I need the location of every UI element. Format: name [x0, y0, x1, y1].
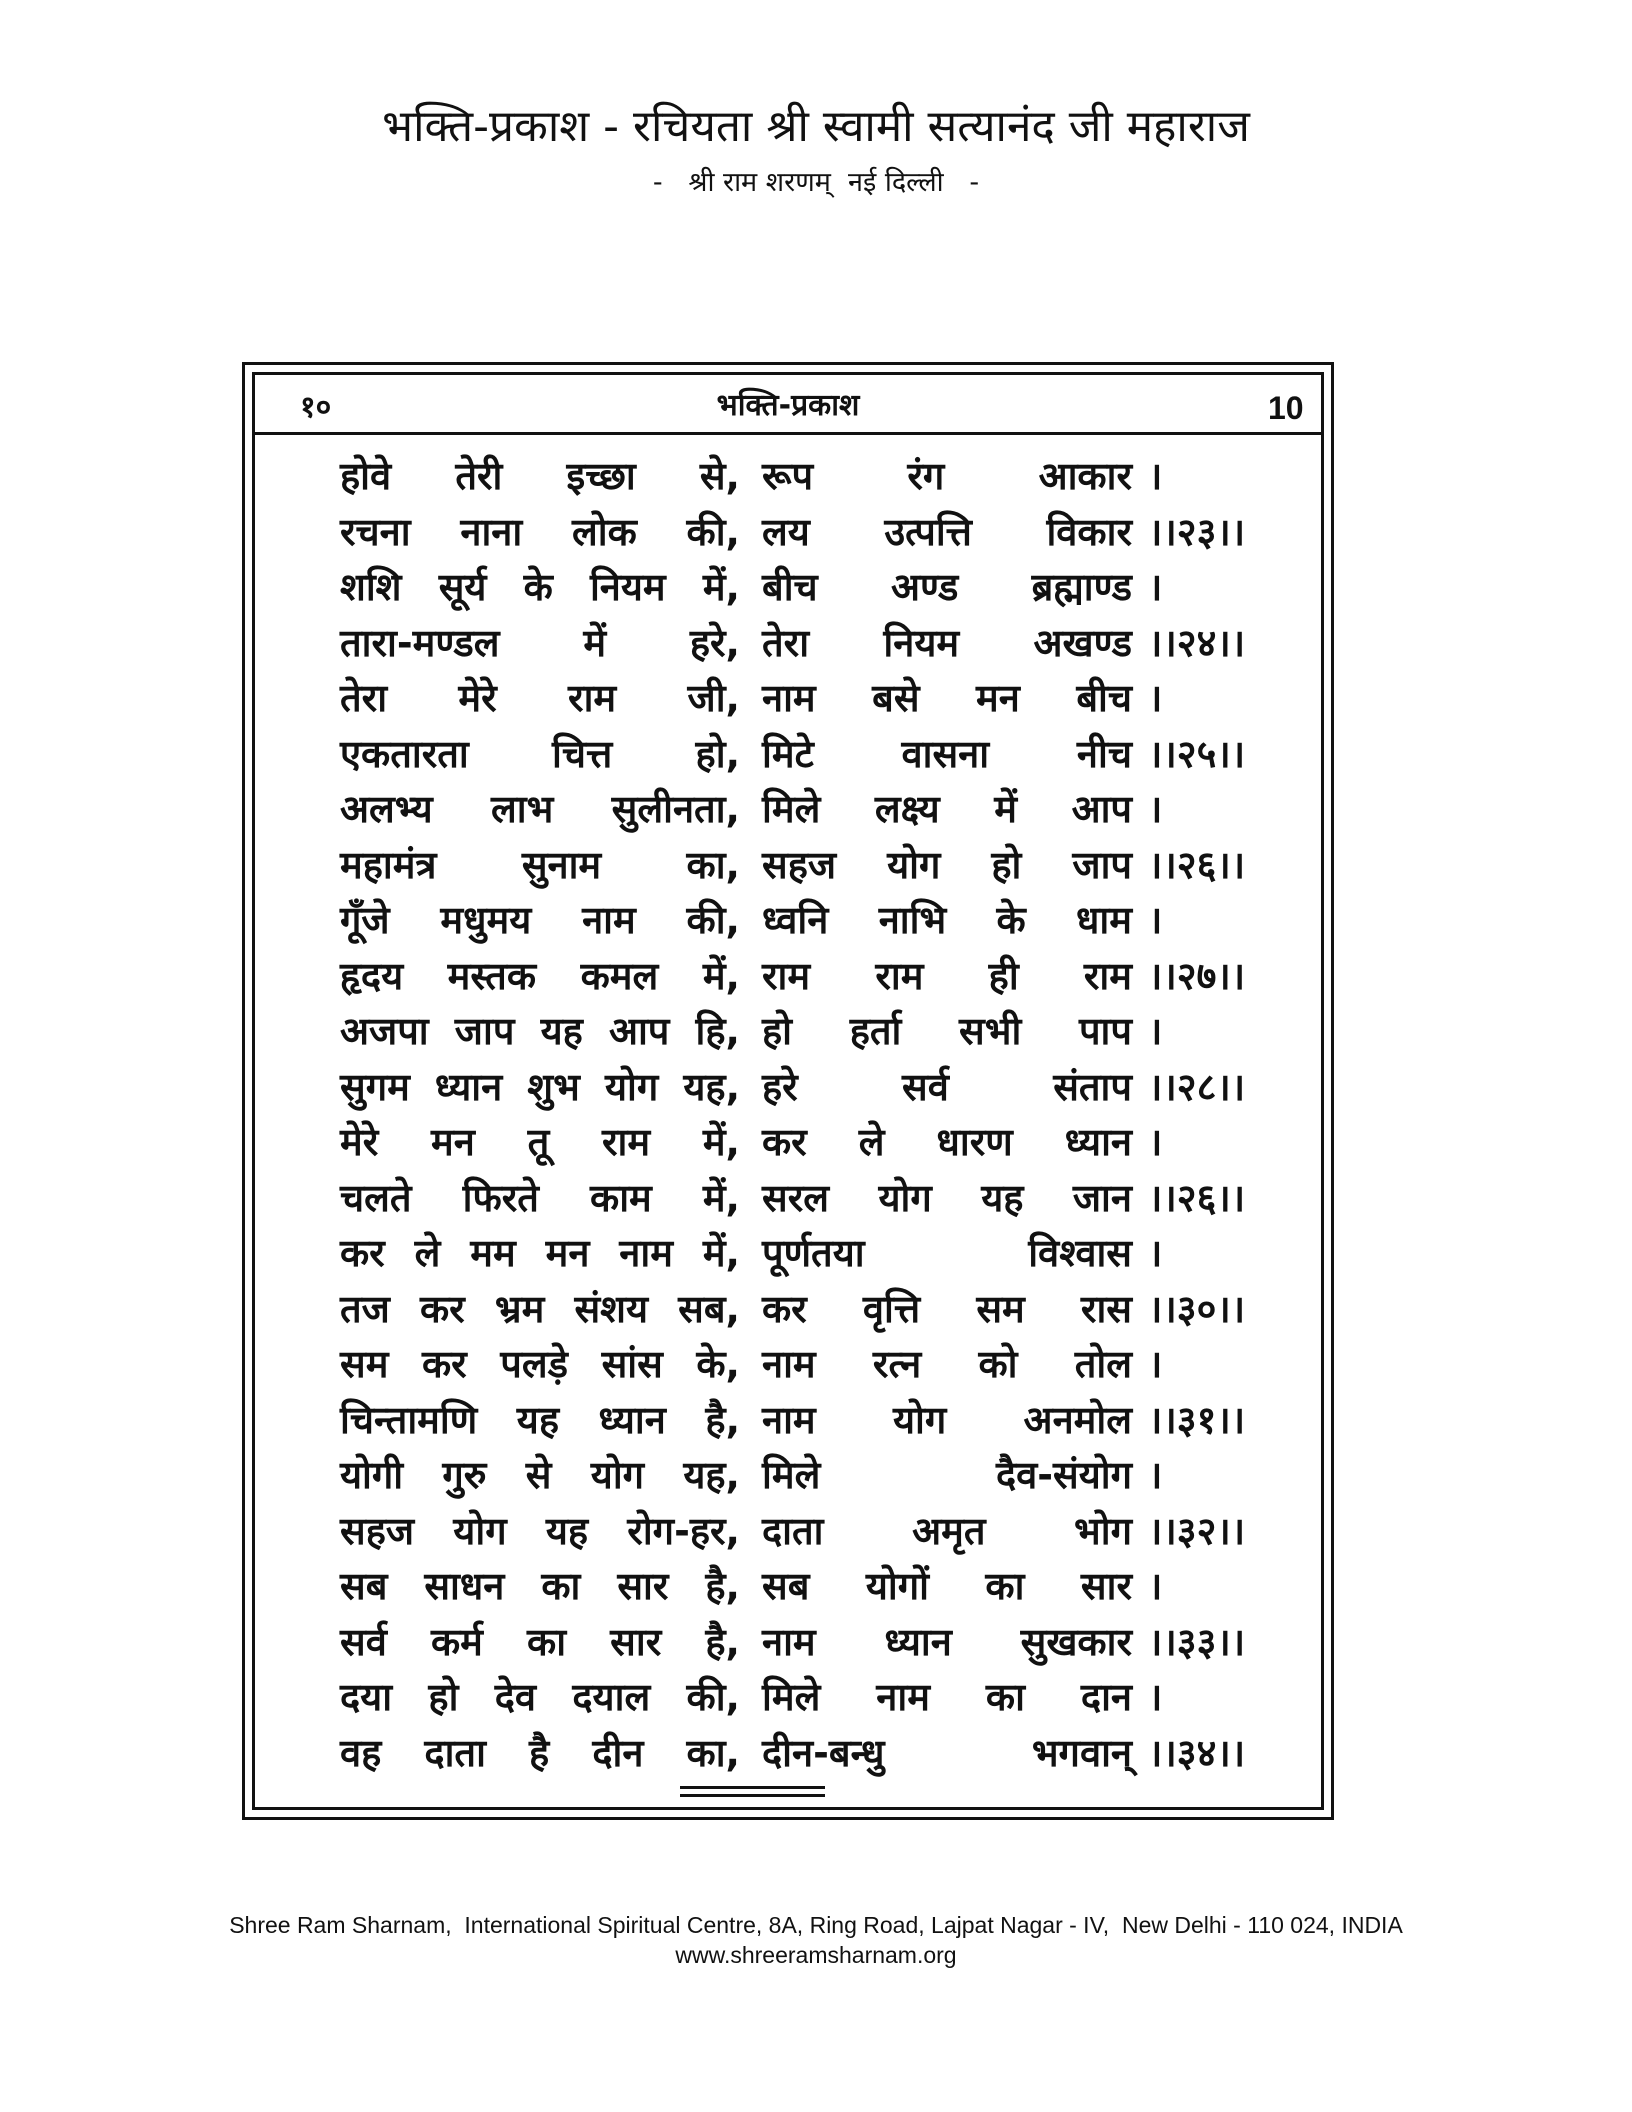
verse-line — [340, 1061, 1246, 1117]
verse-first-half: सर्व कर्म का सार है, — [340, 1619, 740, 1664]
verse-marker: । — [1148, 1564, 1163, 1608]
verse-marker: । — [1148, 565, 1163, 609]
verse-first-half: अलभ्य लाभ सुलीनता, — [340, 787, 740, 831]
verse-line — [340, 506, 1246, 562]
verse-marker: । — [1148, 454, 1163, 498]
verse-second-half: दाता अमृत भोग — [762, 1508, 1132, 1553]
verse-second-half: मिले नाम का दान — [762, 1675, 1132, 1719]
verse-second-half: हरे सर्व संताप — [762, 1064, 1132, 1109]
verse-marker: ।।३४।। — [1148, 1730, 1246, 1775]
verse-marker: ।।३२।। — [1148, 1508, 1246, 1553]
verse-second-half: सब योगों का सार — [762, 1564, 1132, 1608]
verse-line — [340, 1338, 1240, 1394]
verse-marker: ।।३३।। — [1148, 1619, 1246, 1664]
verse-line — [340, 1116, 1240, 1172]
verse-line — [340, 1616, 1246, 1672]
verse-first-half: तेरा मेरे राम जी, — [340, 676, 740, 720]
verse-second-half: रूप रंग आकार — [762, 454, 1132, 498]
verse-first-half: होवे तेरी इच्छा से, — [340, 454, 740, 498]
verse-second-half: नाम योग अनमोल — [762, 1397, 1132, 1442]
footer-website: www.shreeramsharnam.org — [675, 1942, 957, 1968]
verse-marker: । — [1148, 1120, 1163, 1164]
verse-first-half: सहज योग यह रोग-हर, — [340, 1508, 740, 1553]
verse-second-half: कर ले धारण ध्यान — [762, 1120, 1132, 1164]
verse-line — [340, 1727, 1246, 1783]
page-header-rule — [252, 432, 1324, 435]
verse-second-half: नाम रत्न को तोल — [762, 1342, 1132, 1386]
verse-line — [340, 839, 1246, 895]
verse-second-half: ध्वनि नाभि के धाम — [762, 898, 1132, 942]
verse-marker: । — [1148, 1675, 1163, 1719]
verse-line — [340, 672, 1240, 728]
verse-first-half: कर ले मम मन नाम में, — [340, 1231, 740, 1275]
footer-address: Shree Ram Sharnam, International Spiritual Centre, 8A, Ring Road, Lajpat Nagar - IV, New Delhi - 110 024, INDIA — [229, 1912, 1403, 1938]
verse-first-half: शशि सूर्य के नियम में, — [340, 565, 740, 609]
verse-marker: । — [1148, 898, 1163, 942]
verse-second-half: मिले लक्ष्य में आप — [762, 787, 1132, 831]
verse-line — [340, 1560, 1240, 1616]
section-end-rule — [680, 1786, 825, 1789]
verse-line — [340, 1172, 1246, 1228]
verse-second-half: मिले दैव-संयोग — [762, 1453, 1132, 1497]
verse-line — [340, 1005, 1240, 1061]
verse-first-half: योगी गुरु से योग यह, — [340, 1453, 740, 1497]
verse-line — [340, 1283, 1246, 1339]
verse-line — [340, 450, 1240, 506]
verse-line — [340, 894, 1240, 950]
verse-marker: । — [1148, 787, 1163, 831]
verse-first-half: महामंत्र सुनाम का, — [340, 842, 740, 887]
verse-marker: ।।२७।। — [1148, 953, 1246, 998]
verse-marker: । — [1148, 1453, 1163, 1497]
verse-line — [340, 950, 1246, 1006]
verse-line — [340, 1394, 1246, 1450]
verse-marker: ।।३०।। — [1148, 1286, 1246, 1331]
verse-first-half: तज कर भ्रम संशय सब, — [340, 1286, 740, 1331]
running-title: भक्ति-प्रकाश — [716, 388, 860, 423]
verse-marker: । — [1148, 676, 1163, 720]
verse-marker: । — [1148, 1342, 1163, 1386]
verse-first-half: चलते फिरते काम में, — [340, 1175, 740, 1220]
verse-second-half: सहज योग हो जाप — [762, 842, 1132, 887]
page-number-devanagari: १० — [300, 390, 332, 425]
verse-marker: । — [1148, 1009, 1163, 1053]
verse-first-half: चिन्तामणि यह ध्यान है, — [340, 1397, 740, 1442]
verse-line — [340, 1449, 1240, 1505]
verse-second-half: मिटे वासना नीच — [762, 731, 1132, 776]
verse-first-half: गूँजे मधुमय नाम की, — [340, 898, 740, 942]
verse-first-half: दया हो देव दयाल की, — [340, 1675, 740, 1719]
verse-second-half: नाम ध्यान सुखकार — [762, 1619, 1132, 1664]
verse-second-half: राम राम ही राम — [762, 953, 1132, 998]
verse-line — [340, 561, 1240, 617]
verse-marker: ।।२३।। — [1148, 509, 1246, 554]
verse-marker: ।।२६।। — [1148, 1175, 1246, 1220]
verse-first-half: एकतारता चित्त हो, — [340, 731, 740, 776]
verse-line — [340, 1505, 1246, 1561]
verse-first-half: सम कर पलड़े सांस के, — [340, 1342, 740, 1386]
verse-marker: । — [1148, 1231, 1163, 1275]
verse-marker: ।।२५।। — [1148, 731, 1246, 776]
verse-second-half: कर वृत्ति सम रास — [762, 1286, 1132, 1331]
verse-line — [340, 728, 1246, 784]
verse-first-half: मेरे मन तू राम में, — [340, 1120, 740, 1164]
page-number-latin: 10 — [1268, 390, 1304, 426]
verse-first-half: रचना नाना लोक की, — [340, 509, 740, 554]
verse-marker: ।।३१।। — [1148, 1397, 1246, 1442]
section-end-rule — [680, 1794, 825, 1797]
verse-marker: ।।२४।। — [1148, 620, 1246, 665]
verse-second-half: लय उत्पत्ति विकार — [762, 509, 1132, 554]
document-title: भक्ति-प्रकाश - रचियता श्री स्वामी सत्यानंद जी महाराज — [382, 101, 1250, 152]
verse-first-half: तारा-मण्डल में हरे, — [340, 620, 740, 665]
verse-list — [340, 450, 1246, 1782]
verse-second-half: पूर्णतया विश्वास — [762, 1231, 1132, 1275]
verse-first-half: वह दाता है दीन का, — [340, 1730, 740, 1775]
verse-first-half: अजपा जाप यह आप हि, — [340, 1009, 740, 1053]
verse-second-half: हो हर्ता सभी पाप — [762, 1009, 1132, 1053]
verse-first-half: सब साधन का सार है, — [340, 1564, 740, 1608]
verse-first-half: हृदय मस्तक कमल में, — [340, 953, 740, 998]
verse-second-half: तेरा नियम अखण्ड — [762, 620, 1132, 665]
verse-marker: ।।२८।। — [1148, 1064, 1246, 1109]
verse-second-half: नाम बसे मन बीच — [762, 676, 1132, 720]
verse-line — [340, 1227, 1240, 1283]
verse-second-half: दीन-बन्धु भगवान् — [762, 1730, 1132, 1775]
document-subtitle: - श्री राम शरणम् नई दिल्ली - — [652, 167, 980, 198]
verse-first-half: सुगम ध्यान शुभ योग यह, — [340, 1064, 740, 1109]
verse-marker: ।।२६।। — [1148, 842, 1246, 887]
verse-second-half: बीच अण्ड ब्रह्माण्ड — [762, 565, 1132, 609]
verse-line — [340, 1671, 1240, 1727]
verse-line — [340, 617, 1246, 673]
verse-second-half: सरल योग यह जान — [762, 1175, 1132, 1220]
verse-line — [340, 783, 1240, 839]
